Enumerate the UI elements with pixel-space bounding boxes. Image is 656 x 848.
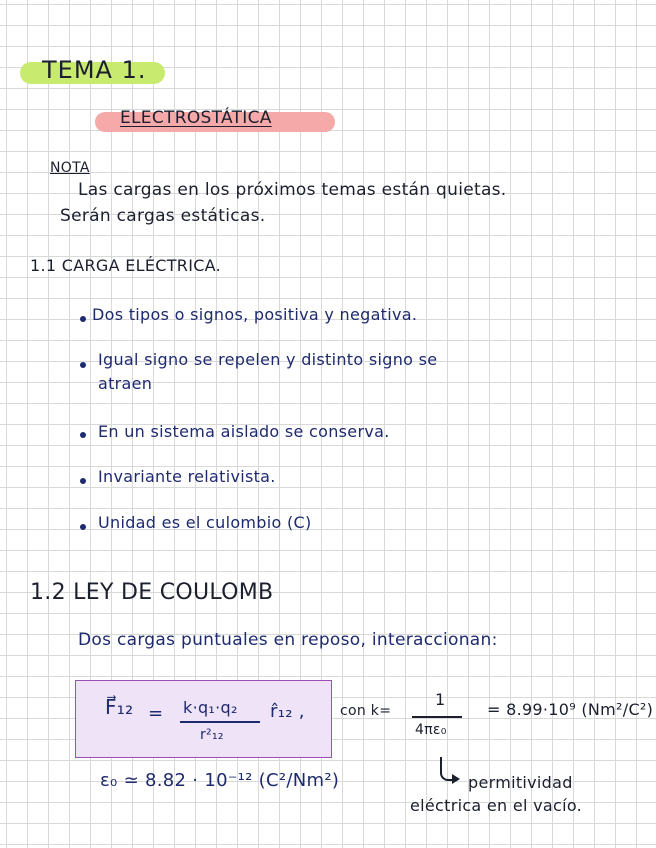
- bullet-item: En un sistema aislado se conserva.: [98, 422, 390, 441]
- force-vector: F⃗₁₂: [105, 695, 134, 719]
- section-1-2-intro: Dos cargas puntuales en reposo, interaccionan:: [78, 630, 498, 650]
- bullet-dot: [80, 316, 86, 322]
- epsilon-value: ε₀ ≃ 8.82 · 10⁻¹² (C²/Nm²): [100, 770, 340, 791]
- k-value: = 8.99·10⁹ (Nm²/C²): [487, 700, 654, 719]
- note-line-2: Serán cargas estáticas.: [60, 206, 266, 226]
- bullet-item: Igual signo se repelen y distinto signo se: [98, 350, 438, 369]
- formula-denominator: r²₁₂: [200, 727, 224, 743]
- bullet-item-continuation: atraen: [98, 374, 153, 393]
- bullet-item: Invariante relativista.: [98, 467, 276, 486]
- bullet-item: Unidad es el culombio (C): [98, 513, 312, 532]
- section-1-2-heading: 1.2 LEY DE COULOMB: [30, 580, 274, 605]
- section-1-1-heading: 1.1 CARGA ELÉCTRICA.: [30, 256, 222, 275]
- page-title: TEMA 1.: [42, 56, 147, 84]
- bullet-dot: [80, 478, 86, 484]
- permittivity-line-2: eléctrica en el vacío.: [410, 796, 583, 815]
- page-subtitle: ELECTROSTÁTICA: [120, 108, 272, 128]
- arrowhead-icon: [452, 774, 460, 784]
- note-label: NOTA: [50, 160, 90, 176]
- formula-fraction-line: [180, 721, 260, 723]
- note-line-1: Las cargas en los próximos temas están quietas.: [78, 180, 507, 200]
- k-denominator: 4πε₀: [415, 722, 447, 738]
- bullet-dot: [80, 362, 86, 368]
- unit-vector: r̂₁₂ ,: [270, 701, 305, 722]
- k-fraction-line: [412, 716, 462, 718]
- permittivity-line-1: permitividad: [468, 773, 573, 792]
- bullet-dot: [80, 432, 86, 438]
- bullet-item: Dos tipos o signos, positiva y negativa.: [92, 305, 418, 324]
- equals-sign: =: [148, 703, 164, 724]
- k-numerator: 1: [435, 690, 446, 709]
- bullet-dot: [80, 524, 86, 530]
- con-k-label: con k=: [340, 703, 392, 719]
- formula-numerator: k·q₁·q₂: [183, 698, 238, 717]
